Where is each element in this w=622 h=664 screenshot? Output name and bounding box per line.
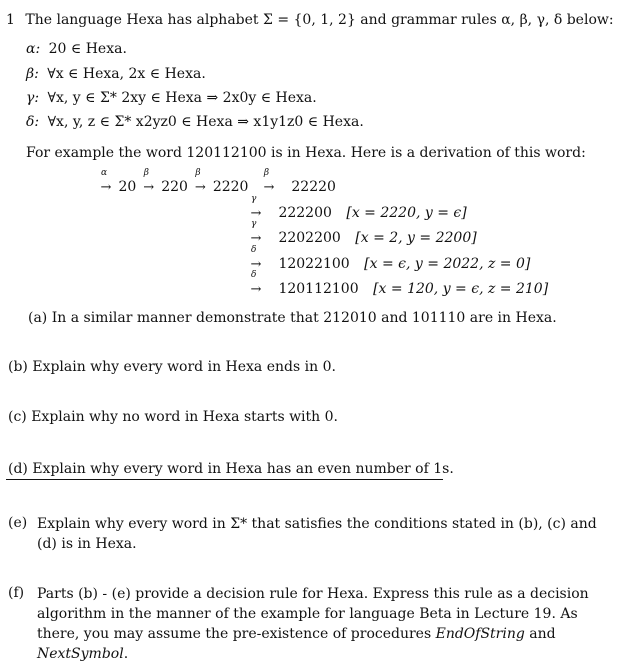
- rule-delta: [26, 113, 364, 131]
- rule-text: ∀x ∈ Hexa, 2x ∈ Hexa.: [47, 66, 206, 82]
- procedure-name: EndOfString: [435, 626, 525, 642]
- derivation-arrow: δ →: [250, 245, 262, 272]
- part-f-label: (f): [8, 585, 25, 601]
- rule-beta: [26, 65, 206, 83]
- rule-text: ∀x, y ∈ Σ* 2xy ∈ Hexa ⇒ 2x0y ∈ Hexa.: [47, 90, 317, 106]
- example-intro: For example the word 120112100 is in Hexa. Here is a derivation of this word:: [26, 145, 586, 161]
- derivation-rule-label: δ: [251, 245, 257, 255]
- derivation-note: [x = ϵ, y = 2022, z = 0]: [364, 256, 531, 272]
- derivation-arrow: β →: [143, 168, 155, 195]
- part-f-body: Parts (b) - (e) provide a decision rule for Hexa. Express this rule as a decision algorithm in the manner of the example for language Beta in Lecture 19. As there, you may assume the pre-existence of procedures: [37, 586, 589, 642]
- derivation-rule-label: γ: [251, 219, 257, 229]
- derivation-word: 2220: [212, 179, 249, 195]
- part-e-text: Explain why every word in Σ* that satisfies the conditions stated in (b), (c) and (d) is in Hexa.: [37, 516, 597, 552]
- part-b: (b) Explain why every word in Hexa ends in 0.: [8, 359, 336, 375]
- part-e-label: (e): [8, 515, 28, 531]
- derivation-note: [x = 2220, y = ϵ]: [346, 205, 467, 221]
- question-intro-line: [6, 11, 614, 29]
- derivation-rule-label: β: [263, 168, 270, 178]
- derivation-step: [248, 245, 531, 274]
- part-f-period: .: [123, 646, 129, 662]
- derivation-arrow: α →: [100, 168, 112, 195]
- derivation-arrow: γ →: [250, 194, 262, 221]
- derivation-arrow: γ →: [250, 219, 262, 246]
- part-a: (a) In a similar manner demonstrate that 212010 and 101110 are in Hexa.: [28, 310, 557, 326]
- rule-label: γ:: [26, 90, 40, 106]
- part-f-conjunction: and: [524, 626, 556, 642]
- derivation-rule-label: β: [143, 168, 149, 178]
- procedure-name: NextSymbol: [37, 646, 124, 662]
- rule-label: δ:: [26, 114, 40, 130]
- derivation-word: 22220: [291, 179, 336, 195]
- rule-label: α:: [26, 41, 41, 57]
- derivation-rule-label: α: [101, 168, 108, 178]
- derivation-arrow: β →: [263, 168, 275, 195]
- rule-text: 20 ∈ Hexa.: [48, 41, 127, 57]
- question-number: 1: [6, 12, 15, 28]
- rule-alpha: [26, 40, 127, 58]
- derivation-word: 222200: [278, 205, 332, 221]
- part-d-underline: [6, 479, 443, 480]
- derivation-arrow: δ →: [250, 270, 262, 297]
- question-intro: The language Hexa has alphabet Σ = {0, 1, 2} and grammar rules α, β, γ, δ below:: [25, 12, 614, 28]
- derivation-note: [x = 120, y = ϵ, z = 210]: [373, 281, 549, 297]
- part-c: (c) Explain why no word in Hexa starts with 0.: [8, 409, 338, 425]
- derivation-word: 12022100: [278, 256, 350, 272]
- part-d: (d) Explain why every word in Hexa has an even number of 1s.: [8, 461, 454, 477]
- derivation-step: [248, 270, 549, 299]
- derivation-rule-label: γ: [251, 194, 257, 204]
- derivation-step: [248, 194, 467, 223]
- derivation-rule-label: δ: [251, 270, 257, 280]
- derivation-word: 20: [118, 179, 137, 195]
- rule-gamma: [26, 89, 317, 107]
- derivation-word: 2202200: [278, 230, 341, 246]
- derivation-word: 220: [161, 179, 188, 195]
- derivation-arrow: β →: [194, 168, 206, 195]
- rule-label: β:: [26, 66, 39, 82]
- derivation-word: 120112100: [278, 281, 359, 297]
- rule-text: ∀x, y, z ∈ Σ* x2yz0 ∈ Hexa ⇒ x1y1z0 ∈ Hexa.: [47, 114, 364, 130]
- derivation-first-line: [98, 168, 336, 197]
- derivation-note: [x = 2, y = 2200]: [355, 230, 477, 246]
- part-f-text: [37, 584, 605, 664]
- derivation-step: [248, 219, 477, 248]
- derivation-rule-label: β: [195, 168, 201, 178]
